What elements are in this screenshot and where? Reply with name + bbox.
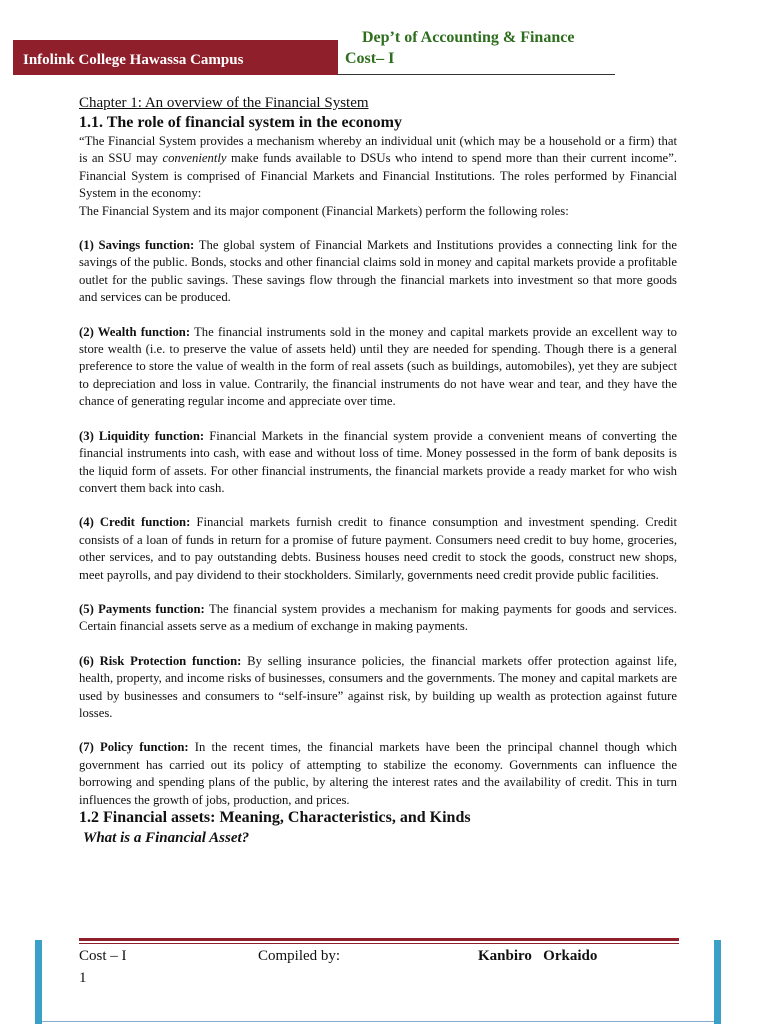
page-number: 1 [79, 970, 87, 986]
role-policy: (7) Policy function: In the recent times, the financial markets have been the principal channel though which government has carried out its policy of attempting to stabilize the economy. Governments can influence the borrowing and spending plans of the public, by altering the interest rates and the availability of credit. This in turn influences the growth of jobs, production, and prices. [79, 740, 677, 807]
footer-author: Kanbiro Orkaido [478, 948, 598, 964]
intro-paragraph-2: The Financial System and its major component (Financial Markets) perform the following roles: [79, 203, 569, 218]
page-border-right [714, 940, 721, 1024]
role-wealth: (2) Wealth function: The financial instruments sold in the money and capital markets provide an excellent way to store wealth (i.e. to preserve the value of assets held) until they are needed for spending. Though there is a general preference to store the value of wealth in the form of real assets (such as buildings, automobiles), yet they are subject to depreciation and loss in value. Contrarily, the financial instruments do not have wear and tear, and they have the chance of generating regular income and appreciate over time. [79, 324, 677, 409]
role-savings: (1) Savings function: The global system of Financial Markets and Institutions provides a connecting link for the savings of the public. Bonds, stocks and other financial claims sold in money and capital markets provide a profitable outlet for the public savings. These savings flow through the financial markets into investment so that more goods and services can be produced. [79, 238, 677, 305]
intro-paragraph: “The Financial System provides a mechanism whereby an individual unit (which may be a household or a firm) that is an SSU may conveniently make funds available to DSUs who intend to spend more than their current income”. Financial System is comprised of Financial Markets and Financial Institutions. The roles performed by Financial System in the economy: [79, 134, 677, 201]
role-liquidity: (3) Liquidity function: Financial Markets in the financial system provide a convenient means of converting the financial instruments into cash, with ease and without loss of time. Money possessed in the form of bank deposits is the liquid form of assets. For other financial instruments, the financial markets provide a ready market for who wish convert them back into cash. [79, 428, 677, 495]
footer-rule-thin [79, 943, 679, 944]
role-credit: (4) Credit function: Financial markets furnish credit to finance consumption and investment spending. Credit consists of a loan of funds in return for a promise of future payment. Consumers need credit to buy home, groceries, other services, and to pay outstanding debts. Business houses need credit to stock the goods, construct new shops, meet payrolls, and pay dividend to their stockholders. Similarly, governments need credit provide public facilities. [79, 515, 677, 582]
role-payments: (5) Payments function: The financial system provides a mechanism for making payments for goods and services. Certain financial assets serve as a medium of exchange in making payments. [79, 601, 677, 634]
section-2-heading: 1.2 Financial assets: Meaning, Characteristics, and Kinds [79, 809, 471, 826]
header-rule [338, 74, 615, 75]
subheading: What is a Financial Asset? [83, 830, 250, 846]
course-name: Cost– I [345, 50, 395, 67]
college-name: Infolink College Hawassa Campus [13, 40, 338, 75]
page-border-bottom [42, 1021, 714, 1022]
page-border-left [35, 940, 42, 1024]
document-body [79, 94, 677, 849]
role-risk-protection: (6) Risk Protection function: By selling insurance policies, the financial markets offer protection against life, health, property, and income risks of businesses, consumers and the governments. The money and capital markets are used by businesses and consumers to “self-insure” against risk, by building up wealth as protection against future losses. [79, 653, 677, 720]
footer-course: Cost – I [79, 948, 127, 964]
section-heading: 1.1. The role of financial system in the economy [79, 114, 402, 131]
footer-compiled-label: Compiled by: [258, 948, 341, 964]
chapter-title: Chapter 1: An overview of the Financial System [79, 95, 369, 111]
footer-rule [79, 938, 679, 941]
department-name: Dep’t of Accounting & Finance [362, 29, 575, 46]
